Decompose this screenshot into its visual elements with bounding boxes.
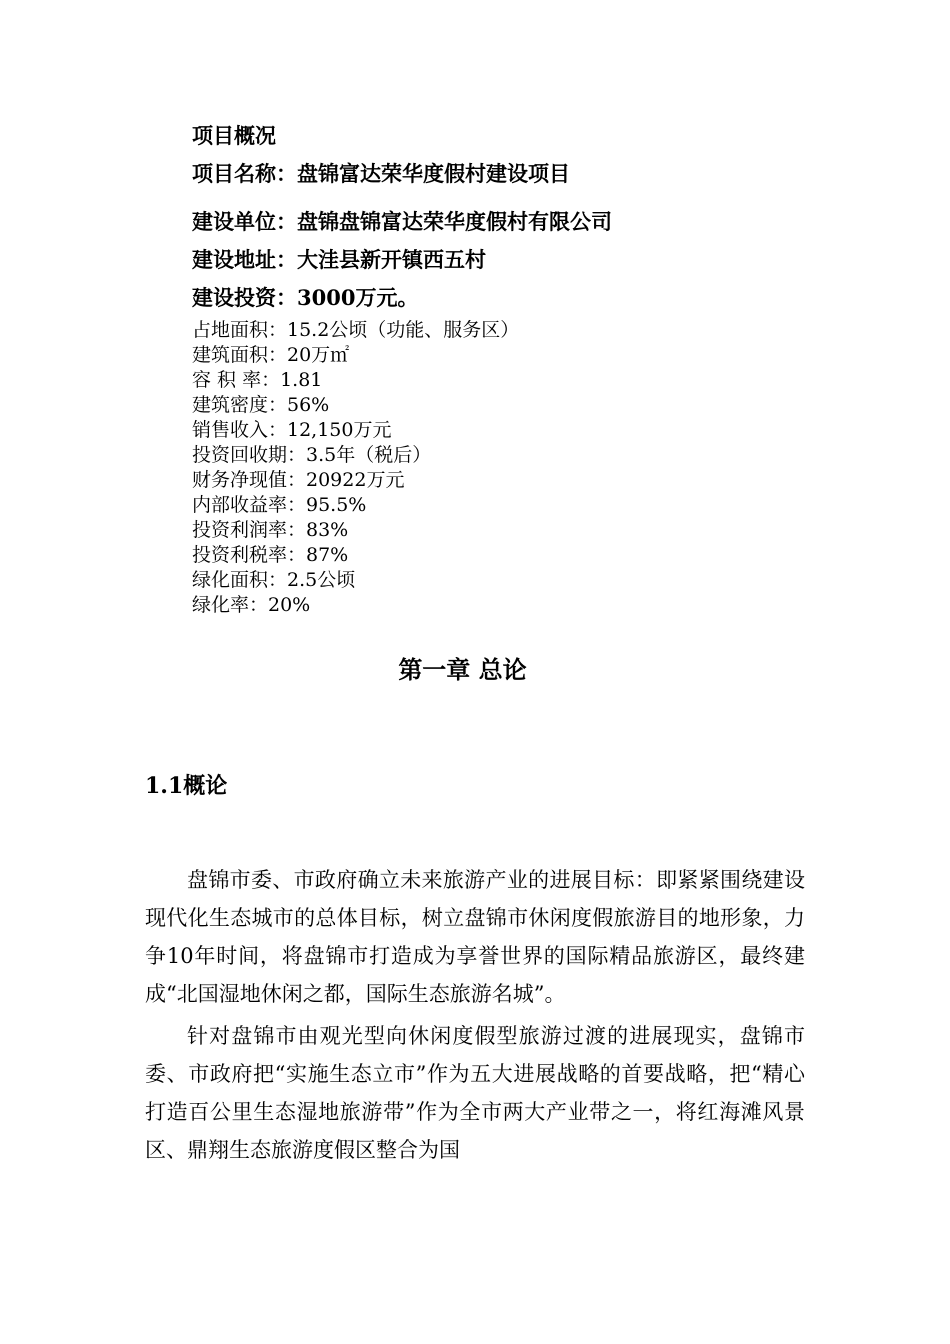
paragraph: 针对盘锦市由观光型向休闲度假型旅游过渡的进展现实，盘锦市委、市政府把“实施生态立市”作为五大进展战略的首要战略，把“精心打造百公里生态湿地旅游带”作为全市两大产业带之一，将红海滩风景区、鼎翔生态旅游度假区整合为国 xyxy=(145,1024,805,1162)
profit-rate-line: 投资利润率：83% xyxy=(192,519,349,541)
project-overview xyxy=(192,120,892,618)
green-area-line: 绿化面积：2.5公顷 xyxy=(192,569,356,591)
building-area-line: 建筑面积：20万㎡ xyxy=(192,344,350,366)
sales-revenue-line: 销售收入：12,150万元 xyxy=(192,419,392,441)
project-name-line: 项目名称：盘锦富达荣华度假村建设项目 xyxy=(192,161,570,186)
builder-unit-line: 建设单位：盘锦盘锦富达荣华度假村有限公司 xyxy=(192,209,612,234)
plot-ratio-line: 容 积 率：1.81 xyxy=(192,369,323,391)
body-text xyxy=(145,861,805,1173)
building-density-line: 建筑密度：56% xyxy=(192,394,330,416)
green-rate-line: 绿化率：20% xyxy=(192,594,311,616)
build-address-line: 建设地址：大洼县新开镇西五村 xyxy=(192,247,486,272)
chapter-heading: 第一章 总论 xyxy=(398,655,527,684)
npv-line: 财务净现值：20922万元 xyxy=(192,469,405,491)
payback-period-line: 投资回收期：3.5年（税后） xyxy=(192,444,432,466)
land-area-line: 占地面积：15.2公顷（功能、服务区） xyxy=(192,319,520,341)
section-heading: 1.1概论 xyxy=(145,773,228,799)
profit-tax-rate-line: 投资利税率：87% xyxy=(192,544,349,566)
irr-line: 内部收益率：95.5% xyxy=(192,494,367,516)
paragraph: 盘锦市委、市政府确立未来旅游产业的进展目标：即紧紧围绕建设现代化生态城市的总体目标，树立盘锦市休闲度假旅游目的地形象，力争10年时间，将盘锦市打造成为享誉世界的国际精品旅游区，最终建成“北国湿地休闲之都，国际生态旅游名城”。 xyxy=(145,868,805,1006)
overview-title: 项目概况 xyxy=(192,123,276,148)
investment-line: 建设投资：3000万元。 xyxy=(192,285,419,310)
